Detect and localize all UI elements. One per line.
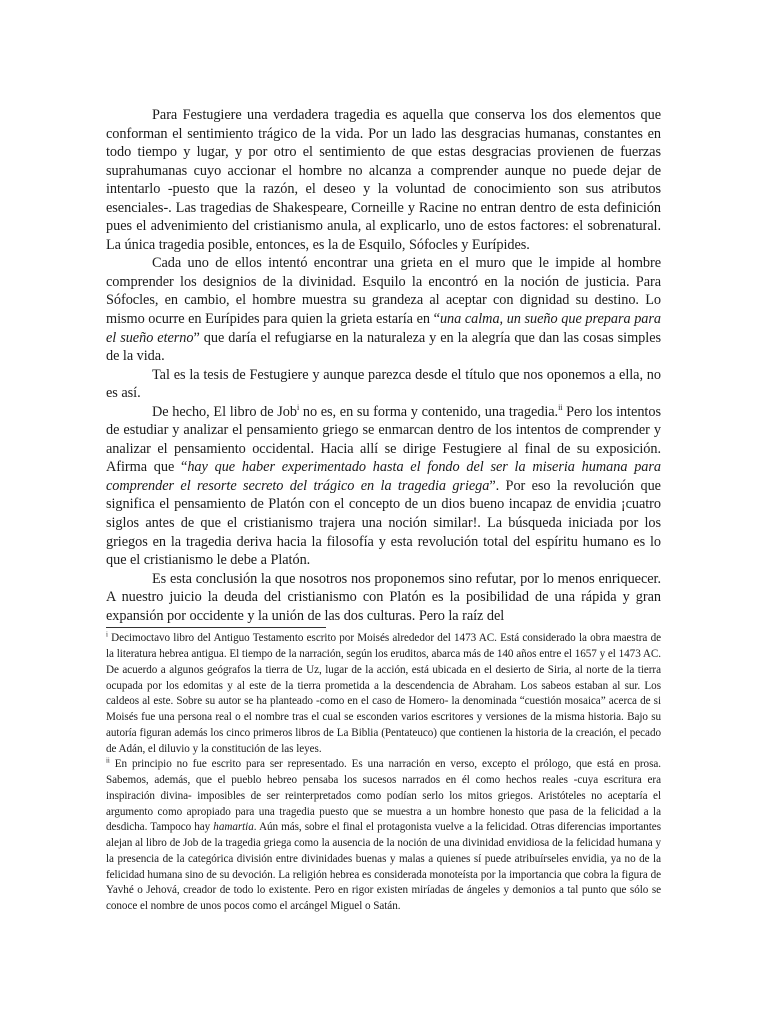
- text-run: En principio no fue escrito para ser representado. Es una narración en verso, excepto el prólogo, que está en prosa. Sabemos, además, que el pueblo hebreo pensaba los sucesos narrados en él como hechos reales -cuya escritura era inspiración divina- imposibles de ser reinterpretados como podían serlo los mitos griegos. Aristóteles no aceptaría el argumento como apropiado para una tragedia puesto que se muestra a un hombre honesto que pasa de la felicidad a la desdicha. Tampoco hay: [106, 758, 661, 834]
- text-run: Tal es la tesis de Festugiere y aunque parezca desde el título que nos oponemos a ella, no es así.: [106, 366, 661, 402]
- footnote-ref: ii: [106, 756, 110, 765]
- footnote-ref: i: [296, 402, 300, 412]
- text-run: . Aún más, sobre el final el protagonista vuelve a la felicidad. Otras diferencias importantes alejan al libro de Job de la tragedia griega como la ausencia de la noción de una divinidad envidiosa de la felicidad humana y la presencia de la categórica división entre divinidades buenas y malas a quienes sí puede atribuírseles envidia, ya no de la felicidad humana sino de su devoción. La religión hebrea es considerada monoteísta por la importancia que cobra la figura de Yavhé o Jehová, creador de todo lo existente. Pero en rigor existen miríadas de ángeles y demonios a tal punto que sólo se conoce el nombre de unos pocos como el arcángel Miguel o Satán.: [106, 821, 661, 913]
- paragraph: [106, 106, 661, 254]
- paragraph: [106, 366, 661, 403]
- paragraph: [106, 403, 661, 570]
- text-run: no es, en su forma y contenido, una tragedia.: [299, 403, 559, 420]
- footnote-ref: i: [106, 630, 108, 639]
- footnotes-section: [106, 627, 661, 915]
- italic-text: hay que haber experimentado hasta el fondo del ser la miseria humana para comprender el resorte secreto del trágico en la tragedia griega: [106, 459, 662, 494]
- text-run: ” que daría el refugiarse en la naturaleza y en la alegría que dan las cosas simples de la vida.: [106, 329, 661, 365]
- body-text: [106, 106, 661, 625]
- italic-text: una calma, un sueño que prepara para el sueño eterno: [106, 311, 662, 346]
- text-run: De hecho, El libro de Job: [152, 403, 297, 420]
- paragraph: [106, 254, 661, 365]
- paragraph: [106, 570, 661, 626]
- text-run: Para Festugiere una verdadera tragedia es aquella que conserva los dos elementos que conforman el sentimiento trágico de la vida. Por un lado las desgracias humanas, constantes en todo tiempo y lugar, y por otro el sentimiento de que estas desgracias provienen de fuerzas suprahumanas cuyo accionar el hombre no alcanza a comprender aunque no puede dejar de intentarlo -puesto que la razón, el deseo y la voluntad de conocimiento son sus atributos esenciales-. Las tragedias de Shakespeare, Corneille y Racine no entran dentro de esta definición pues el advenimiento del cristianismo anula, al explicarlo, uno de estos factores: el sobrenatural. La única tragedia posible, entonces, es la de Esquilo, Sófocles y Eurípides.: [106, 107, 661, 253]
- text-run: Es esta conclusión la que nosotros nos proponemos sino refutar, por lo menos enriquecer. A nuestro juicio la deuda del cristianismo con Platón es la posibilidad de una rápida y gran expansión por occidente y la unión de las dos culturas. Pero la raíz del: [106, 570, 661, 624]
- text-run: Decimoctavo libro del Antiguo Testamento escrito por Moisés alrededor del 1473 AC. Está considerado la obra maestra de la literatura hebrea antigua. El tiempo de la narración, según los eruditos, abarca más de 140 años entre el 1657 y el 1473 AC. De acuerdo a algunos geógrafos la tierra de Uz, lugar de la acción, está ubicada en el desierto de Siria, al norte de la tierra ocupada por los edomitas y al este de la tierra prometida a la descendencia de Abraham. Los sabeos estaban al sur. Los caldeos al este. Sobre su autor se ha planteado -como en el caso de Homero- la denominada “cuestión mosaica” acerca de si Moisés fue una persona real o el nombre tras el cual se esconden varios escritores y versiones de la misma historia. Bajo su autoría figuran además los cinco primeros libros de La Biblia (Pentateuco) que contienen la historia de la creación, el pecado de Adán, el diluvio y la constitución de las leyes.: [106, 632, 661, 755]
- footnote-separator: [106, 627, 326, 628]
- italic-text: hamartia: [213, 821, 254, 834]
- footnote: [106, 757, 661, 915]
- text-run: Pero los intentos de estudiar y analizar el pensamiento griego se enmarcan dentro de los intentos de comprender y analizar el pensamiento occidental. Hacia allí se dirige Festugiere al final de su exposición. Afirma que “: [106, 403, 661, 476]
- footnote: [106, 631, 661, 757]
- footnote-ref: ii: [558, 402, 563, 412]
- document-page: [106, 106, 661, 915]
- text-run: Cada uno de ellos intentó encontrar una grieta en el muro que le impide al hombre comprender los designios de la divinidad. Esquilo la encontró en la noción de justicia. Para Sófocles, en cambio, el hombre muestra su grandeza al aceptar con dignidad su destino. Lo mismo ocurre en Eurípides para quien la grieta estaría en “: [106, 255, 661, 328]
- text-run: ”. Por eso la revolución que significa el pensamiento de Platón con el concepto de un dios bueno incapaz de envidia ¡cuatro siglos antes de que el cristianismo trajera una noción similar!. La búsqueda iniciada por los griegos en la tragedia deriva hacia la filosofía y esta revolución total del espíritu humano es lo que el cristianismo le debe a Platón.: [106, 477, 661, 569]
